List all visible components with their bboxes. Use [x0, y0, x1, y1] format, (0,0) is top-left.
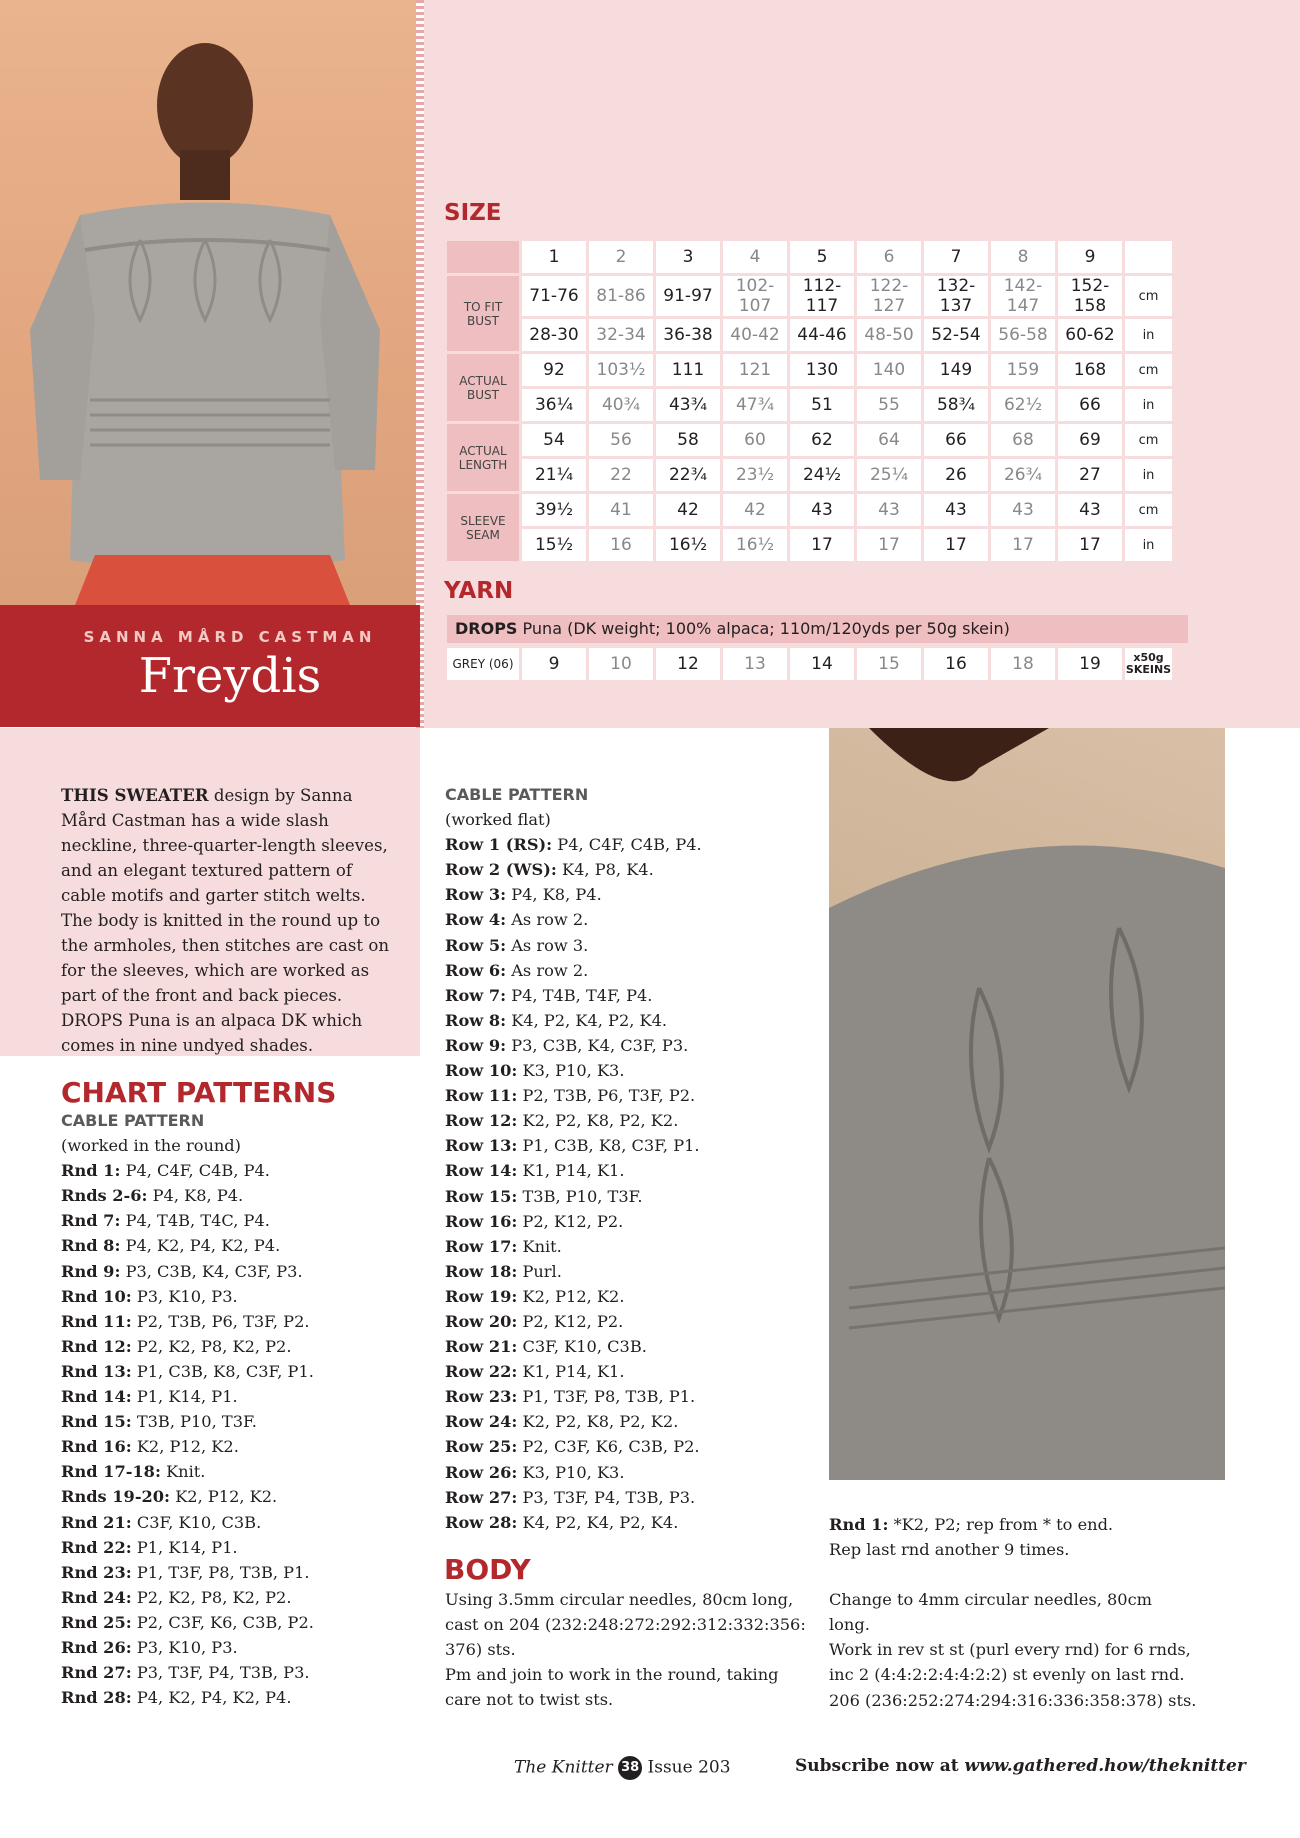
size-row-label: ACTUAL BUST	[447, 354, 519, 421]
size-row	[447, 389, 1172, 421]
size-cell: 17	[790, 529, 854, 561]
flat-instruction: Row 21: C3F, K10, C3B.	[445, 1337, 647, 1357]
size-table	[444, 238, 1175, 564]
size-cell: 43	[790, 494, 854, 526]
yarn-heading: YARN	[444, 578, 514, 604]
size-cell: 62½	[991, 389, 1055, 421]
size-row	[447, 276, 1172, 316]
right-line: inc 2 (4:4:2:2:4:4:2:2) st evenly on last rnd.	[829, 1665, 1185, 1685]
yarn-qty: 10	[589, 648, 653, 680]
size-cell: 22	[589, 459, 653, 491]
size-row	[447, 354, 1172, 386]
size-cell: 42	[723, 494, 787, 526]
size-cell: 40-42	[723, 319, 787, 351]
flat-instruction: Row 14: K1, P14, K1.	[445, 1161, 625, 1181]
size-cell: 132-137	[924, 276, 988, 316]
round-instruction: Rnd 12: P2, K2, P8, K2, P2.	[61, 1336, 292, 1356]
size-cell: 55	[857, 389, 921, 421]
flat-instruction: Row 2 (WS): K4, P8, K4.	[445, 860, 654, 880]
right-line: 206 (236:252:274:294:316:336:358:378) sts.	[829, 1690, 1197, 1710]
size-unit: cm	[1125, 424, 1172, 456]
size-col: 4	[723, 241, 787, 273]
flat-instruction: Row 7: P4, T4B, T4F, P4.	[445, 985, 653, 1005]
size-row	[447, 319, 1172, 351]
chart-note: (worked in the round)	[61, 1136, 241, 1156]
chart-heading: CHART PATTERNS	[61, 1076, 337, 1109]
size-row	[447, 494, 1172, 526]
size-cell: 41	[589, 494, 653, 526]
size-unit: cm	[1125, 354, 1172, 386]
size-cell: 36¼	[522, 389, 586, 421]
flat-instruction: Row 20: P2, K12, P2.	[445, 1311, 624, 1331]
size-cell: 47¾	[723, 389, 787, 421]
size-cell: 121	[723, 354, 787, 386]
body-line: care not to twist sts.	[445, 1690, 614, 1710]
flat-instruction: Row 3: P4, K8, P4.	[445, 885, 602, 905]
round-instruction: Rnd 1: P4, C4F, C4B, P4.	[61, 1161, 270, 1181]
flat-instruction: Row 10: K3, P10, K3.	[445, 1061, 625, 1081]
flat-instruction: Row 11: P2, T3B, P6, T3F, P2.	[445, 1086, 696, 1106]
yarn-unit: x50g SKEINS	[1125, 648, 1172, 680]
right-rep: Rep last rnd another 9 times.	[829, 1540, 1070, 1560]
yarn-qty: 16	[924, 648, 988, 680]
size-corner	[447, 241, 519, 273]
round-instruction: Rnd 27: P3, T3F, P4, T3B, P3.	[61, 1663, 310, 1683]
size-cell: 43	[1058, 494, 1122, 526]
flat-note: (worked flat)	[445, 810, 551, 830]
yarn-qty: 13	[723, 648, 787, 680]
yarn-qty: 14	[790, 648, 854, 680]
size-cell: 43¾	[656, 389, 720, 421]
size-cell: 102-107	[723, 276, 787, 316]
round-instruction: Rnd 17-18: Knit.	[61, 1462, 206, 1482]
flat-instruction: Row 27: P3, T3F, P4, T3B, P3.	[445, 1487, 696, 1507]
size-cell: 56	[589, 424, 653, 456]
size-cell: 16½	[723, 529, 787, 561]
size-cell: 64	[857, 424, 921, 456]
flat-instruction: Row 22: K1, P14, K1.	[445, 1362, 625, 1382]
size-unit: in	[1125, 389, 1172, 421]
yarn-qty: 9	[522, 648, 586, 680]
size-cell: 152-158	[1058, 276, 1122, 316]
subscribe-link[interactable]: www.gathered.how/theknitter	[964, 1756, 1246, 1776]
flat-instruction: Row 15: T3B, P10, T3F.	[445, 1186, 643, 1206]
size-cell: 66	[924, 424, 988, 456]
flat-instruction: Row 12: K2, P2, K8, P2, K2.	[445, 1111, 679, 1131]
size-heading: SIZE	[444, 200, 502, 226]
size-cell: 21¼	[522, 459, 586, 491]
round-instruction: Rnd 16: K2, P12, K2.	[61, 1437, 239, 1457]
size-col: 8	[991, 241, 1055, 273]
size-row	[447, 529, 1172, 561]
yarn-description: DROPS Puna (DK weight; 100% alpaca; 110m/120yds per 50g skein)	[447, 615, 1188, 643]
size-cell: 17	[991, 529, 1055, 561]
size-cell: 16½	[656, 529, 720, 561]
size-cell: 60-62	[1058, 319, 1122, 351]
size-row-label: SLEEVE SEAM	[447, 494, 519, 561]
round-instruction: Rnd 26: P3, K10, P3.	[61, 1637, 238, 1657]
round-instruction: Rnd 10: P3, K10, P3.	[61, 1286, 238, 1306]
size-cell: 111	[656, 354, 720, 386]
size-row	[447, 424, 1172, 456]
size-cell: 52-54	[924, 319, 988, 351]
size-cell: 42	[656, 494, 720, 526]
yarn-qty: 19	[1058, 648, 1122, 680]
size-cell: 48-50	[857, 319, 921, 351]
round-instruction: Rnd 7: P4, T4B, T4C, P4.	[61, 1211, 270, 1231]
flat-instruction: Row 16: P2, K12, P2.	[445, 1211, 624, 1231]
size-cell: 68	[991, 424, 1055, 456]
size-cell: 27	[1058, 459, 1122, 491]
size-col: 9	[1058, 241, 1122, 273]
size-cell: 58	[656, 424, 720, 456]
flat-instruction: Row 4: As row 2.	[445, 910, 589, 930]
size-cell: 58¾	[924, 389, 988, 421]
round-instruction: Rnd 25: P2, C3F, K6, C3B, P2.	[61, 1612, 314, 1632]
round-instruction: Rnd 24: P2, K2, P8, K2, P2.	[61, 1587, 292, 1607]
intro-text: THIS SWEATER design by Sanna Mård Castman has a wide slash neckline, three-quarter-length sleeves, and an elegant textured pattern of cable motifs and garter stitch welts. The body is knitted in the round up to the armholes, then stitches are cast on for the sleeves, which are worked as part of the front and back pieces. DROPS Puna is an alpaca DK which comes in nine undyed shades.	[61, 785, 390, 1055]
size-row-label: ACTUAL LENGTH	[447, 424, 519, 491]
footer-subscribe: Subscribe now at www.gathered.how/theknitter	[795, 1756, 1246, 1776]
right-line: Change to 4mm circular needles, 80cm	[829, 1590, 1153, 1610]
size-cell: 149	[924, 354, 988, 386]
size-cell: 44-46	[790, 319, 854, 351]
page-number: 38	[618, 1756, 642, 1780]
flat-instruction: Row 1 (RS): P4, C4F, C4B, P4.	[445, 835, 702, 855]
size-cell: 62	[790, 424, 854, 456]
size-unit: in	[1125, 529, 1172, 561]
size-cell: 43	[924, 494, 988, 526]
size-cell: 22¾	[656, 459, 720, 491]
size-cell: 32-34	[589, 319, 653, 351]
round-instruction: Rnd 15: T3B, P10, T3F.	[61, 1412, 257, 1432]
size-cell: 16	[589, 529, 653, 561]
round-instruction: Rnd 22: P1, K14, P1.	[61, 1537, 238, 1557]
size-col: 7	[924, 241, 988, 273]
chart-flat-column	[445, 782, 702, 1535]
flat-instruction: Row 13: P1, C3B, K8, C3F, P1.	[445, 1136, 700, 1156]
size-cell: 15½	[522, 529, 586, 561]
size-cell: 92	[522, 354, 586, 386]
size-col: 2	[589, 241, 653, 273]
size-cell: 71-76	[522, 276, 586, 316]
size-cell: 17	[857, 529, 921, 561]
size-cell: 23½	[723, 459, 787, 491]
size-cell: 25¼	[857, 459, 921, 491]
flat-instruction: Row 6: As row 2.	[445, 960, 589, 980]
flat-instruction: Row 19: K2, P12, K2.	[445, 1286, 625, 1306]
size-cell: 36-38	[656, 319, 720, 351]
yarn-colour-label: GREY (06)	[447, 648, 519, 680]
right-rnd-label: Rnd 1:	[829, 1515, 889, 1534]
size-col: 6	[857, 241, 921, 273]
body-line: Using 3.5mm circular needles, 80cm long,	[445, 1590, 794, 1609]
flat-instruction: Row 18: Purl.	[445, 1261, 562, 1281]
footer-issue: The Knitter 38 Issue 203	[514, 1756, 731, 1780]
size-cell: 140	[857, 354, 921, 386]
size-row	[447, 459, 1172, 491]
right-line: Work in rev st st (purl every rnd) for 6 rnds,	[829, 1640, 1191, 1660]
size-cell: 28-30	[522, 319, 586, 351]
size-unit: in	[1125, 459, 1172, 491]
chart-round-column	[61, 1108, 314, 1710]
size-cell: 112-117	[790, 276, 854, 316]
flat-sub: CABLE PATTERN	[445, 785, 589, 804]
size-cell: 43	[991, 494, 1055, 526]
size-cell: 54	[522, 424, 586, 456]
round-instruction: Rnd 28: P4, K2, P4, K2, P4.	[61, 1688, 292, 1708]
size-cell: 24½	[790, 459, 854, 491]
size-cell: 39½	[522, 494, 586, 526]
unit-cell	[1125, 241, 1172, 273]
round-instruction: Rnd 13: P1, C3B, K8, C3F, P1.	[61, 1361, 314, 1381]
flat-instruction: Row 28: K4, P2, K4, P2, K4.	[445, 1512, 679, 1532]
size-cell: 159	[991, 354, 1055, 386]
flat-instruction: Row 24: K2, P2, K8, P2, K2.	[445, 1412, 679, 1432]
designer-name: SANNA MÅRD CASTMAN	[83, 628, 377, 646]
yarn-qty: 12	[656, 648, 720, 680]
round-instruction: Rnd 23: P1, T3F, P8, T3B, P1.	[61, 1562, 310, 1582]
round-instruction: Rnd 9: P3, C3B, K4, C3F, P3.	[61, 1261, 303, 1281]
flat-instruction: Row 25: P2, C3F, K6, C3B, P2.	[445, 1437, 700, 1457]
flat-instruction: Row 5: As row 3.	[445, 935, 589, 955]
size-col: 5	[790, 241, 854, 273]
yarn-table	[444, 645, 1175, 683]
flat-instruction: Row 26: K3, P10, K3.	[445, 1462, 625, 1482]
size-cell: 40¾	[589, 389, 653, 421]
size-cell: 26	[924, 459, 988, 491]
chart-sub: CABLE PATTERN	[61, 1111, 205, 1130]
flat-instruction: Row 17: Knit.	[445, 1236, 562, 1256]
flat-instruction: Row 8: K4, P2, K4, P2, K4.	[445, 1010, 668, 1030]
yarn-qty: 18	[991, 648, 1055, 680]
size-row-label: TO FIT BUST	[447, 276, 519, 351]
right-line: long.	[829, 1615, 870, 1635]
model-photo	[0, 0, 420, 605]
flat-instruction: Row 9: P3, C3B, K4, C3F, P3.	[445, 1035, 689, 1055]
size-cell: 103½	[589, 354, 653, 386]
size-col: 1	[522, 241, 586, 273]
body-line: Pm and join to work in the round, taking	[445, 1665, 779, 1685]
size-unit: in	[1125, 319, 1172, 351]
size-cell: 122-127	[857, 276, 921, 316]
size-cell: 81-86	[589, 276, 653, 316]
right-text	[829, 1512, 1196, 1713]
size-cell: 142-147	[991, 276, 1055, 316]
size-col: 3	[656, 241, 720, 273]
body-line: 376) sts.	[445, 1640, 516, 1660]
yarn-qty: 15	[857, 648, 921, 680]
flat-instruction: Row 23: P1, T3F, P8, T3B, P1.	[445, 1387, 696, 1407]
size-cell: 56-58	[991, 319, 1055, 351]
pattern-title: Freydis	[138, 648, 322, 704]
right-rnd-text: *K2, P2; rep from * to end.	[888, 1515, 1114, 1534]
detail-photo	[829, 728, 1225, 1480]
round-instruction: Rnd 14: P1, K14, P1.	[61, 1387, 238, 1407]
round-instruction: Rnds 19-20: K2, P12, K2.	[61, 1487, 278, 1507]
body-text	[445, 1587, 806, 1712]
size-header-row	[447, 241, 1172, 273]
size-cell: 17	[1058, 529, 1122, 561]
size-cell: 91-97	[656, 276, 720, 316]
round-instruction: Rnd 21: C3F, K10, C3B.	[61, 1512, 262, 1532]
size-cell: 168	[1058, 354, 1122, 386]
size-cell: 43	[857, 494, 921, 526]
size-cell: 66	[1058, 389, 1122, 421]
size-cell: 130	[790, 354, 854, 386]
size-cell: 60	[723, 424, 787, 456]
size-cell: 69	[1058, 424, 1122, 456]
size-cell: 17	[924, 529, 988, 561]
round-instruction: Rnd 8: P4, K2, P4, K2, P4.	[61, 1236, 281, 1256]
size-cell: 51	[790, 389, 854, 421]
size-cell: 26¾	[991, 459, 1055, 491]
round-instruction: Rnd 11: P2, T3B, P6, T3F, P2.	[61, 1311, 310, 1331]
body-heading: BODY	[444, 1553, 531, 1586]
size-unit: cm	[1125, 494, 1172, 526]
size-unit: cm	[1125, 276, 1172, 316]
round-instruction: Rnds 2-6: P4, K8, P4.	[61, 1186, 244, 1206]
body-line: cast on 204 (232:248:272:292:312:332:356:	[445, 1615, 806, 1635]
